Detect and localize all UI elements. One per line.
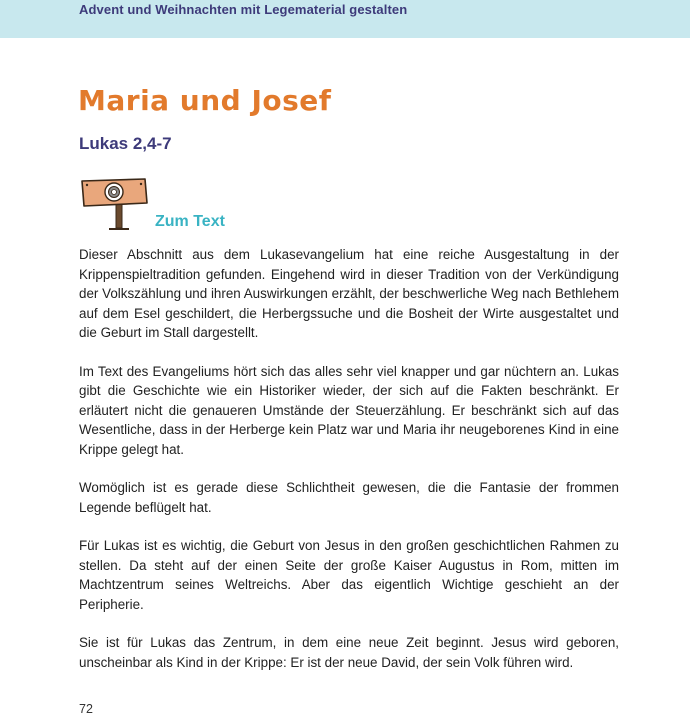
header-torn-edge (0, 22, 690, 44)
body-text (79, 245, 619, 691)
page-number: 72 (79, 702, 93, 716)
section-heading: Zum Text (155, 213, 225, 230)
signpost-target-icon (79, 178, 151, 235)
paragraph: Für Lukas ist es wichtig, die Geburt von Jesus in den großen geschichtlichen Rahmen zu stellen. Da steht auf der einen Seite der große Kaiser Augustus in Rom, mitten im Machtzentrum seines Weltreichs. Aber das eigentlich Wichtige geschieht an der Peripherie. (79, 538, 619, 612)
paragraph: Im Text des Evangeliums hört sich das alles sehr viel knapper und gar nüchtern an. Lukas gibt die Geschichte wie ein Historiker wieder, der sich auf die Fakten beschränkt. Er erläutert nicht die genaueren Umstände der Steuerzählung. Er beschränkt sich auf das Wesentliche, dass in der Herberge kein Platz war und Maria ihr neugeborenes Kind in eine Krippe gelegt hat. (79, 363, 619, 457)
paragraph: Sie ist für Lukas das Zentrum, in dem eine neue Zeit beginnt. Jesus wird geboren, unscheinbar als Kind in der Krippe: Er ist der neue David, der sein Volk führen wird. (79, 635, 619, 670)
paragraph: Womöglich ist es gerade diese Schlichtheit gewesen, die die Fantasie der frommen Legende beflügelt hat. (79, 480, 619, 515)
page-title: Maria und Josef (78, 84, 332, 117)
paragraph: Dieser Abschnitt aus dem Lukasevangelium hat eine reiche Ausgestaltung in der Krippenspieltradition gefunden. Eingehend wird in dieser Tradition von der Verkündigung der Volkszählung und ihren Auswirkungen erzählt, der beschwerliche Weg nach Bethlehem auf dem Esel geschildert, die Herbergssuche und die Bosheit der Wirte ausgestaltet und die Geburt im Stall dargestellt. (79, 247, 619, 340)
running-title: Advent und Weihnachten mit Legematerial gestalten (79, 2, 408, 17)
scripture-reference: Lukas 2,4-7 (79, 134, 172, 153)
